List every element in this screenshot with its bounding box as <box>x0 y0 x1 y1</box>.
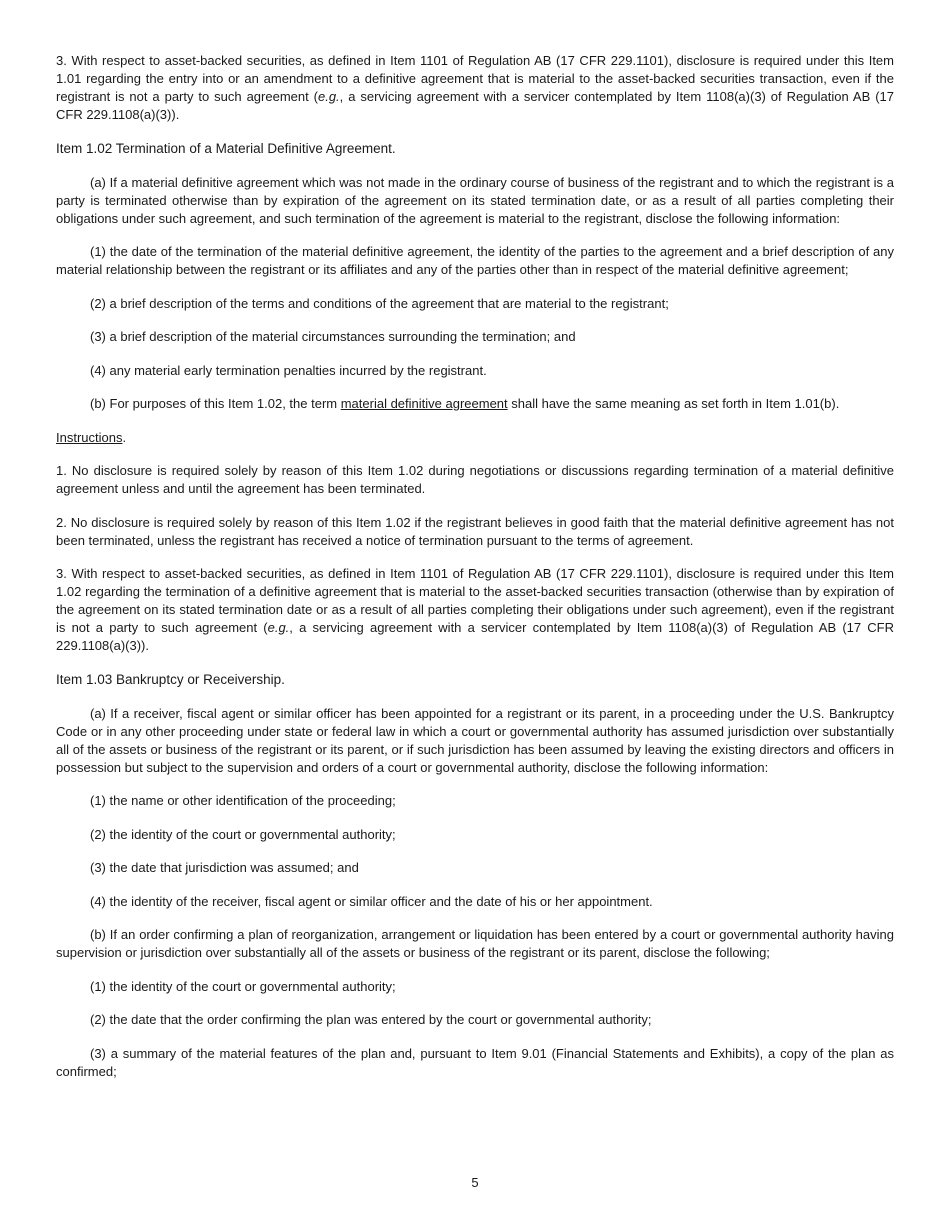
paragraph-103-b: (b) If an order confirming a plan of reorganization, arrangement or liquidation has been entered by a court or governmental authority having supervision or jurisdiction over substantially all of the assets or business of the registrant or its parent, disclose the following; <box>56 927 894 960</box>
paragraph-103-a-3: (3) the date that jurisdiction was assumed; and <box>90 860 359 875</box>
instruction-2: 2. No disclosure is required solely by reason of this Item 1.02 if the registrant believes in good faith that the material definitive agreement has not been terminated, unless the registrant has received a notice of termination pursuant to the terms of agreement. <box>56 514 894 548</box>
document-page <box>56 52 894 1096</box>
paragraph-102-b: (b) For purposes of this Item 1.02, the term material definitive agreement shall have the same meaning as set forth in Item 1.01(b). <box>90 396 840 411</box>
page-number: 5 <box>471 1175 479 1190</box>
paragraph-102-a: (a) If a material definitive agreement which was not made in the ordinary course of business of the registrant and to which the registrant is a party is terminated otherwise than by expiration of the agreement on its stated termination date, or as a result of all parties completing their obligations under such agreement, and such termination of the agreement is material to the registrant, disclose the following information: <box>56 174 894 226</box>
defined-term: material definitive agreement <box>340 396 508 411</box>
instruction-1: 1. No disclosure is required solely by reason of this Item 1.02 during negotiations or discussions regarding termination of a material definitive agreement unless and until the agreement has been terminated. <box>56 463 894 496</box>
paragraph-102-a-2: (2) a brief description of the terms and conditions of the agreement that are material to the registrant; <box>90 295 669 311</box>
paragraph-103-a-1: (1) the name or other identification of the proceeding; <box>90 793 396 808</box>
item-102-heading: Item 1.02 Termination of a Material Definitive Agreement. <box>56 140 396 156</box>
paragraph-103-b-3: (3) a summary of the material features of the plan and, pursuant to Item 9.01 (Financial Statements and Exhibits), a copy of the plan as confirmed; <box>56 1045 894 1079</box>
paragraph-103-a-2: (2) the identity of the court or governmental authority; <box>90 826 396 842</box>
paragraph-102-a-3: (3) a brief description of the material circumstances surrounding the termination; and <box>90 329 576 344</box>
paragraph-103-b-1: (1) the identity of the court or governmental authority; <box>90 978 396 994</box>
paragraph-1101-abs-item-101: 3. With respect to asset-backed securities, as defined in Item 1101 of Regulation AB (17 CFR 229.1101), disclosure is required under this Item 1.01 regarding the entry into or an amendment to a definitive agreement that is material to the asset-backed securities transaction, even if the registrant is not a party to such agreement (e.g., a servicing agreement with a servicer contemplated by Item 1108(a)(3) of Regulation AB (17 CFR 229.1108(a)(3)). <box>56 53 894 122</box>
instruction-3: 3. With respect to asset-backed securities, as defined in Item 1101 of Regulation AB (17 CFR 229.1101), disclosure is required under this Item 1.02 regarding the termination of a definitive agreement that is material to the asset-backed securities transaction (otherwise than by expiration of the agreement on its stated termination date or as a result of all parties completing their obligations under such agreement), even if the registrant is not a party to such agreement (e.g., a servicing agreement with a servicer contemplated by Item 1108(a)(3) of Regulation AB (17 CFR 229.1108(a)(3)). <box>56 566 894 653</box>
instructions-label: Instructions. <box>56 429 127 445</box>
item-103-heading: Item 1.03 Bankruptcy or Receivership. <box>56 671 285 687</box>
paragraph-103-b-2: (2) the date that the order confirming the plan was entered by the court or governmental authority; <box>90 1012 652 1027</box>
paragraph-103-a: (a) If a receiver, fiscal agent or similar officer has been appointed for a registrant or its parent, in a proceeding under the U.S. Bankruptcy Code or in any other proceeding under state or federal law in which a court or governmental authority has assumed jurisdiction over substantially all of the assets or business of the registrant or its parent, or if such jurisdiction has been assumed by leaving the existing directors and officers in possession but subject to the supervision and orders of a court or governmental authority, disclose the following information: <box>56 705 894 775</box>
paragraph-102-a-1: (1) the date of the termination of the material definitive agreement, the identity of the parties to the agreement and a brief description of any material relationship between the registrant or its affiliates and any of the parties other than in respect of the material definitive agreement; <box>56 244 894 277</box>
paragraph-102-a-4: (4) any material early termination penalties incurred by the registrant. <box>90 362 487 378</box>
paragraph-103-a-4: (4) the identity of the receiver, fiscal agent or similar officer and the date of his or her appointment. <box>90 893 653 909</box>
